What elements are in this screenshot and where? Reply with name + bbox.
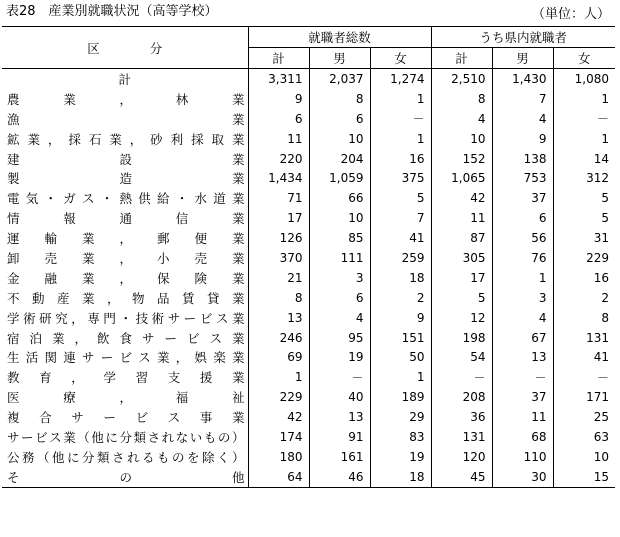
row-value: 41 bbox=[553, 347, 615, 367]
row-value: 2 bbox=[553, 288, 615, 308]
row-value: 208 bbox=[431, 387, 492, 407]
row-value: 120 bbox=[431, 447, 492, 467]
row-value: 1,065 bbox=[431, 168, 492, 188]
row-value: 19 bbox=[370, 447, 431, 467]
row-value: 5 bbox=[553, 208, 615, 228]
row-value: 64 bbox=[248, 467, 309, 487]
table-row bbox=[2, 447, 615, 467]
row-value: 259 bbox=[370, 248, 431, 268]
subheader-female: 女 bbox=[370, 48, 431, 69]
row-value: 14 bbox=[553, 149, 615, 169]
row-value: 3,311 bbox=[268, 71, 303, 86]
row-value: 6 bbox=[294, 111, 303, 126]
row-value: 46 bbox=[309, 467, 370, 487]
row-value: 11 bbox=[287, 131, 303, 146]
row-value: 305 bbox=[431, 248, 492, 268]
row-value: 66 bbox=[309, 188, 370, 208]
row-value: 10 bbox=[431, 129, 492, 149]
row-value: 312 bbox=[553, 168, 615, 188]
table-row bbox=[2, 467, 615, 487]
row-value: 37 bbox=[492, 387, 553, 407]
row-value: 13 bbox=[309, 407, 370, 427]
row-value: 8 bbox=[431, 89, 492, 109]
table-row bbox=[2, 228, 615, 248]
row-value: 42 bbox=[287, 410, 303, 425]
row-value: 15 bbox=[553, 467, 615, 487]
row-value: 4 bbox=[492, 109, 553, 129]
row-label: 計 bbox=[2, 69, 248, 89]
row-value: 1,434 bbox=[268, 171, 303, 186]
group-header-total: 就職者総数 bbox=[248, 27, 431, 48]
row-value: 1 bbox=[370, 129, 431, 149]
table-row bbox=[2, 208, 615, 228]
row-value: 45 bbox=[431, 467, 492, 487]
table-row bbox=[2, 109, 615, 129]
row-value: 8 bbox=[553, 308, 615, 328]
row-value: 152 bbox=[431, 149, 492, 169]
row-value: 10 bbox=[309, 129, 370, 149]
row-value: 31 bbox=[553, 228, 615, 248]
row-value: 7 bbox=[492, 89, 553, 109]
row-label: 宿泊業，飲食サービス業 bbox=[2, 328, 248, 348]
table-row bbox=[2, 188, 615, 208]
row-label: 製造業 bbox=[2, 168, 248, 188]
row-value: 753 bbox=[492, 168, 553, 188]
row-value: 6 bbox=[492, 208, 553, 228]
row-value: 220 bbox=[279, 151, 303, 166]
row-label: 運輸業，郵便業 bbox=[2, 228, 248, 248]
row-value: 17 bbox=[431, 268, 492, 288]
row-value: 171 bbox=[553, 387, 615, 407]
subheader-total: 計 bbox=[248, 48, 309, 69]
group-header-prefecture: うち県内就職者 bbox=[431, 27, 615, 48]
table-row bbox=[2, 248, 615, 268]
row-value: 3 bbox=[309, 268, 370, 288]
category-header-label: 区 分 bbox=[87, 40, 163, 56]
row-value: 1,059 bbox=[309, 168, 370, 188]
row-value: 1,080 bbox=[553, 69, 615, 89]
row-value: 1 bbox=[294, 370, 303, 385]
row-value: 6 bbox=[309, 288, 370, 308]
subheader-pref-female: 女 bbox=[553, 48, 615, 69]
row-label: 漁業 bbox=[2, 109, 248, 129]
row-value: 7 bbox=[370, 208, 431, 228]
row-value: 9 bbox=[370, 308, 431, 328]
row-label: 金融業，保険業 bbox=[2, 268, 248, 288]
table-row bbox=[2, 149, 615, 169]
table-row bbox=[2, 308, 615, 328]
row-value: 17 bbox=[287, 211, 303, 226]
row-value: 18 bbox=[370, 467, 431, 487]
row-value: － bbox=[370, 109, 431, 129]
row-value: 10 bbox=[553, 447, 615, 467]
row-value: 110 bbox=[492, 447, 553, 467]
row-value: 18 bbox=[370, 268, 431, 288]
row-value: 76 bbox=[492, 248, 553, 268]
row-value: 161 bbox=[309, 447, 370, 467]
table-row bbox=[2, 168, 615, 188]
row-label: 学術研究，専門・技術サービス業 bbox=[2, 308, 248, 328]
row-value: 198 bbox=[431, 328, 492, 348]
row-value: 1 bbox=[492, 268, 553, 288]
table-row bbox=[2, 288, 615, 308]
row-value: 189 bbox=[370, 387, 431, 407]
row-value: 40 bbox=[309, 387, 370, 407]
row-label: 農業，林業 bbox=[2, 89, 248, 109]
row-value: 126 bbox=[279, 231, 303, 246]
row-value: 180 bbox=[279, 449, 303, 464]
row-value: 85 bbox=[309, 228, 370, 248]
row-value: 12 bbox=[431, 308, 492, 328]
row-label: 教育，学習支援業 bbox=[2, 367, 248, 387]
row-label: 鉱業，採石業，砂利採取業 bbox=[2, 129, 248, 149]
row-value: 1,274 bbox=[370, 69, 431, 89]
row-value: 50 bbox=[370, 347, 431, 367]
row-value: 6 bbox=[309, 109, 370, 129]
row-label: 医療，福祉 bbox=[2, 387, 248, 407]
row-value: 9 bbox=[294, 91, 303, 106]
row-value: 131 bbox=[553, 328, 615, 348]
row-value: 4 bbox=[492, 308, 553, 328]
row-label: 公務（他に分類されるものを除く） bbox=[2, 447, 248, 467]
row-value: 13 bbox=[492, 347, 553, 367]
row-value: 69 bbox=[287, 350, 303, 365]
row-value: 111 bbox=[309, 248, 370, 268]
category-header bbox=[2, 27, 248, 69]
subheader-male: 男 bbox=[309, 48, 370, 69]
row-value: 5 bbox=[553, 188, 615, 208]
row-value: 71 bbox=[287, 191, 303, 206]
row-value: 131 bbox=[431, 427, 492, 447]
row-value: 4 bbox=[309, 308, 370, 328]
table-row bbox=[2, 427, 615, 447]
table-row bbox=[2, 328, 615, 348]
row-value: 11 bbox=[431, 208, 492, 228]
row-label: 不動産業，物品賃貸業 bbox=[2, 288, 248, 308]
row-value: 5 bbox=[370, 188, 431, 208]
row-label: 情報通信業 bbox=[2, 208, 248, 228]
row-value: 36 bbox=[431, 407, 492, 427]
row-value: 95 bbox=[309, 328, 370, 348]
row-value: 204 bbox=[309, 149, 370, 169]
row-value: 4 bbox=[431, 109, 492, 129]
row-value: － bbox=[553, 367, 615, 387]
row-value: － bbox=[431, 367, 492, 387]
row-value: 1 bbox=[370, 89, 431, 109]
row-value: － bbox=[492, 367, 553, 387]
row-value: 246 bbox=[279, 330, 303, 345]
row-value: 1,430 bbox=[492, 69, 553, 89]
table-title: 表28 産業別就職状況（高等学校） bbox=[6, 4, 218, 19]
row-value: － bbox=[553, 109, 615, 129]
row-value: 30 bbox=[492, 467, 553, 487]
row-value: 16 bbox=[553, 268, 615, 288]
subheader-pref-male: 男 bbox=[492, 48, 553, 69]
row-value: 9 bbox=[492, 129, 553, 149]
row-value: 54 bbox=[431, 347, 492, 367]
row-value: 11 bbox=[492, 407, 553, 427]
row-value: 3 bbox=[492, 288, 553, 308]
row-value: 229 bbox=[279, 390, 303, 405]
row-value: 37 bbox=[492, 188, 553, 208]
row-value: 370 bbox=[279, 250, 303, 265]
row-value: 2 bbox=[370, 288, 431, 308]
row-value: 1 bbox=[553, 89, 615, 109]
row-value: 151 bbox=[370, 328, 431, 348]
row-label: 生活関連サービス業，娯楽業 bbox=[2, 347, 248, 367]
row-value: 138 bbox=[492, 149, 553, 169]
row-value: 8 bbox=[309, 89, 370, 109]
row-value: 16 bbox=[370, 149, 431, 169]
row-value: 42 bbox=[431, 188, 492, 208]
table-row bbox=[2, 387, 615, 407]
row-label: 複合サービス事業 bbox=[2, 407, 248, 427]
row-value: 10 bbox=[309, 208, 370, 228]
row-value: 83 bbox=[370, 427, 431, 447]
row-value: 41 bbox=[370, 228, 431, 248]
row-value: 91 bbox=[309, 427, 370, 447]
table-row bbox=[2, 89, 615, 109]
row-value: － bbox=[309, 367, 370, 387]
table-row bbox=[2, 347, 615, 367]
employment-table bbox=[2, 26, 615, 488]
row-value: 229 bbox=[553, 248, 615, 268]
row-value: 13 bbox=[287, 310, 303, 325]
row-value: 5 bbox=[431, 288, 492, 308]
table-row bbox=[2, 268, 615, 288]
header-row-1 bbox=[2, 27, 615, 48]
row-value: 375 bbox=[370, 168, 431, 188]
row-label: 卸売業，小売業 bbox=[2, 248, 248, 268]
row-value: 19 bbox=[309, 347, 370, 367]
row-value: 1 bbox=[553, 129, 615, 149]
row-value: 56 bbox=[492, 228, 553, 248]
row-value: 68 bbox=[492, 427, 553, 447]
subheader-pref-total: 計 bbox=[431, 48, 492, 69]
table-row bbox=[2, 407, 615, 427]
row-value: 25 bbox=[553, 407, 615, 427]
row-value: 1 bbox=[370, 367, 431, 387]
row-label: 電気・ガス・熱供給・水道業 bbox=[2, 188, 248, 208]
row-label: サービス業（他に分類されないもの） bbox=[2, 427, 248, 447]
table-row bbox=[2, 129, 615, 149]
unit-label: （単位：人） bbox=[531, 7, 610, 22]
row-value: 67 bbox=[492, 328, 553, 348]
row-value: 8 bbox=[294, 290, 303, 305]
row-value: 2,510 bbox=[431, 69, 492, 89]
total-row bbox=[2, 69, 615, 89]
table-row bbox=[2, 367, 615, 387]
row-value: 2,037 bbox=[309, 69, 370, 89]
row-label: その他 bbox=[2, 467, 248, 487]
row-value: 63 bbox=[553, 427, 615, 447]
row-value: 29 bbox=[370, 407, 431, 427]
row-label: 建設業 bbox=[2, 149, 248, 169]
row-value: 174 bbox=[279, 429, 303, 444]
row-value: 87 bbox=[431, 228, 492, 248]
row-value: 21 bbox=[287, 270, 303, 285]
